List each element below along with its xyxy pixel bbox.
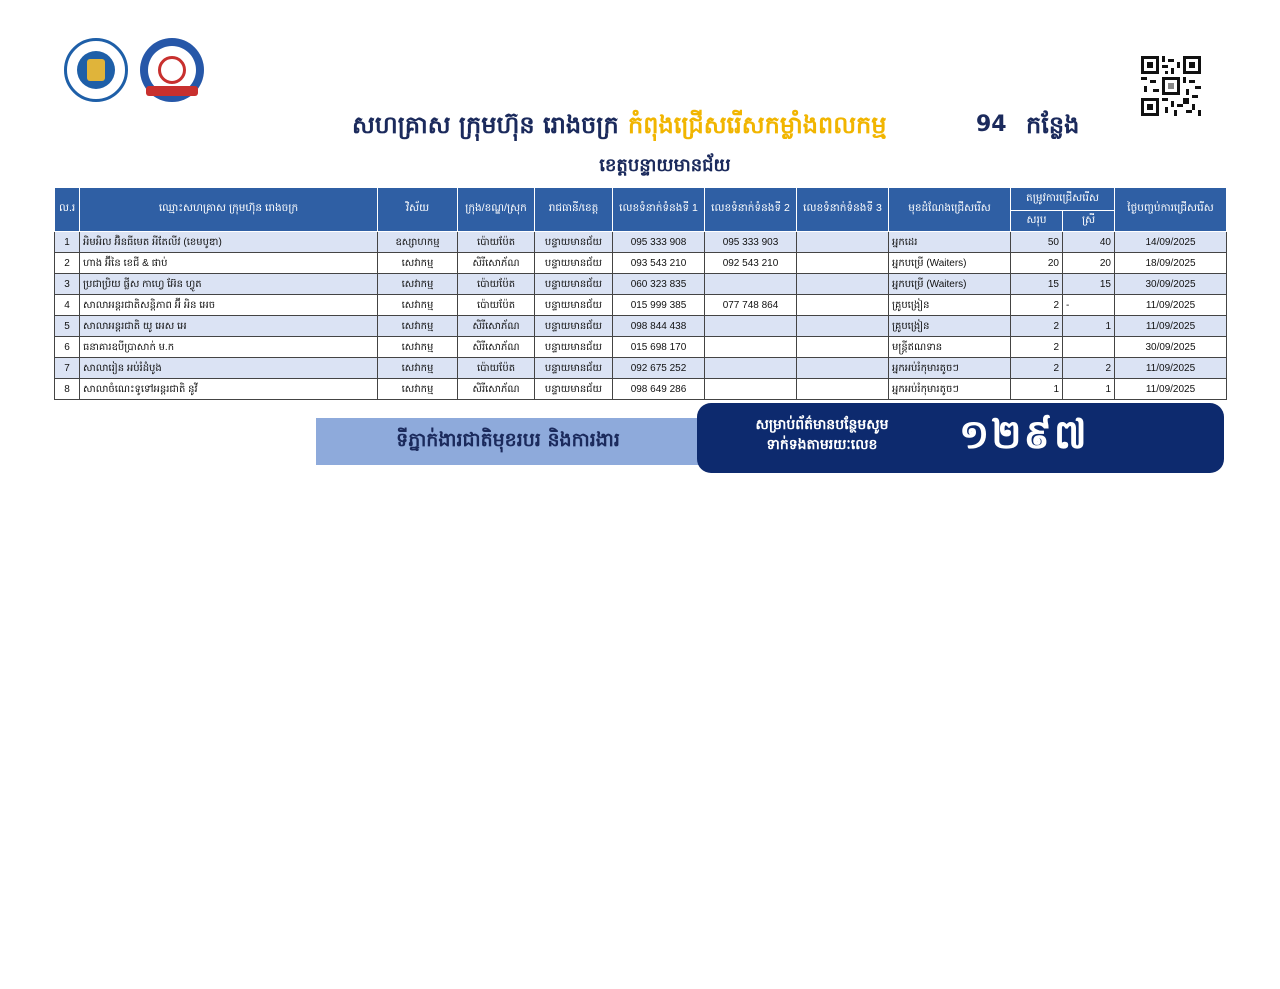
cell-female: 15	[1063, 274, 1115, 295]
header-phone3: លេខទំនាក់ទំនងទី 3	[797, 188, 889, 232]
cell-name: សាលាអន្តរជាតិសន្តិភាព អ៊ី អិន អេច	[80, 295, 378, 316]
hotline-info-line1: សម្រាប់ព័ត៌មានបន្ថែមសូម	[755, 417, 889, 433]
positions-count: 94	[976, 112, 1007, 137]
cell-district: សិរីសោភ័ណ	[458, 316, 535, 337]
cell-phone3	[797, 295, 889, 316]
header-district: ក្រុង/ខណ្ឌ/ស្រុក	[458, 188, 535, 232]
cell-sector: សេវាកម្ម	[378, 295, 458, 316]
cell-phone3	[797, 379, 889, 400]
cell-no: 3	[55, 274, 80, 295]
header-female: ស្រី	[1063, 211, 1115, 232]
header-position: មុខដំណែងជ្រើសរើស	[889, 188, 1011, 232]
cell-sector: សេវាកម្ម	[378, 358, 458, 379]
cell-no: 4	[55, 295, 80, 316]
cell-phone3	[797, 274, 889, 295]
cell-phone1: 098 844 438	[613, 316, 705, 337]
cell-name: ធនាគារឧបីប្រាសាក់ ម.ក	[80, 337, 378, 358]
cell-phone2	[705, 379, 797, 400]
header-sector: វិស័យ	[378, 188, 458, 232]
qr-code-icon	[1141, 56, 1201, 116]
cell-sector: ឧស្សាហកម្ម	[378, 232, 458, 253]
cell-female: 1	[1063, 379, 1115, 400]
nea-logo-icon	[140, 38, 204, 102]
cell-female: 20	[1063, 253, 1115, 274]
cell-phone1: 095 333 908	[613, 232, 705, 253]
header-phone1: លេខទំនាក់ទំនងទី 1	[613, 188, 705, 232]
hotline-banner	[697, 403, 1224, 473]
cell-district: សិរីសោភ័ណ	[458, 379, 535, 400]
cell-name: ហាង អ៊ីនៃ ខេជី & ផាប់	[80, 253, 378, 274]
cell-deadline: 11/09/2025	[1115, 295, 1227, 316]
cell-phone2	[705, 316, 797, 337]
cell-deadline: 11/09/2025	[1115, 358, 1227, 379]
cell-female: -	[1063, 295, 1115, 316]
cell-district: សិរីសោភ័ណ	[458, 253, 535, 274]
cell-phone3	[797, 232, 889, 253]
cell-deadline: 11/09/2025	[1115, 379, 1227, 400]
cell-position: អ្នកបម្រើ (Waiters)	[889, 253, 1011, 274]
company-type-label: សហគ្រាស ក្រុមហ៊ុន រោងចក្រ	[352, 111, 619, 139]
cell-total: 2	[1011, 295, 1063, 316]
cell-no: 7	[55, 358, 80, 379]
job-vacancy-table	[54, 187, 1227, 400]
header-total: សរុប	[1011, 211, 1063, 232]
cell-phone1: 015 698 170	[613, 337, 705, 358]
positions-unit: កន្លែង	[1026, 111, 1080, 139]
hotline-info-line2: ទាក់ទងតាមរយៈលេខ	[766, 437, 878, 453]
table-row	[55, 253, 1227, 274]
cell-province: បន្ទាយមានជ័យ	[535, 295, 613, 316]
cell-sector: សេវាកម្ម	[378, 316, 458, 337]
cell-name: ប្រជាប្រិយ ផ្លីស កាហ្វេ អ៊ែន ហ្វូត	[80, 274, 378, 295]
cell-province: បន្ទាយមានជ័យ	[535, 316, 613, 337]
header-name: ឈ្មោះសហគ្រាស ក្រុមហ៊ុន រោងចក្រ	[80, 188, 378, 232]
cell-female: 2	[1063, 358, 1115, 379]
cell-no: 6	[55, 337, 80, 358]
cell-phone1: 015 999 385	[613, 295, 705, 316]
recruiting-label: កំពុងជ្រើសរើសកម្លាំងពលកម្ម	[628, 111, 887, 139]
cell-name: សាលាអន្តរជាតិ យូ អេស អេ	[80, 316, 378, 337]
table-row	[55, 316, 1227, 337]
cell-sector: សេវាកម្ម	[378, 379, 458, 400]
cell-phone3	[797, 253, 889, 274]
cell-district: សិរីសោភ័ណ	[458, 337, 535, 358]
page-title	[0, 108, 1280, 144]
table-row	[55, 274, 1227, 295]
header-deadline: ថ្ងៃបញ្ចប់ការជ្រើសរើស	[1115, 188, 1227, 232]
hotline-info	[737, 415, 907, 455]
cell-phone1: 093 543 210	[613, 253, 705, 274]
cell-district: ប៉ោយប៉ែត	[458, 274, 535, 295]
cell-name: អិមអិល អ៊ិនធីមេត អីតែលីវ (ខេមបូឌា)	[80, 232, 378, 253]
cell-province: បន្ទាយមានជ័យ	[535, 337, 613, 358]
cell-phone2: 077 748 864	[705, 295, 797, 316]
table-row	[55, 295, 1227, 316]
cell-phone3	[797, 337, 889, 358]
cell-district: ប៉ោយប៉ែត	[458, 295, 535, 316]
cell-total: 2	[1011, 337, 1063, 358]
cell-female	[1063, 337, 1115, 358]
cell-phone2	[705, 274, 797, 295]
cell-name: សាលារៀន អប់រំដំបូង	[80, 358, 378, 379]
cell-deadline: 14/09/2025	[1115, 232, 1227, 253]
cell-position: មន្ត្រីឥណទាន	[889, 337, 1011, 358]
header-phone2: លេខទំនាក់ទំនងទី 2	[705, 188, 797, 232]
cell-phone3	[797, 316, 889, 337]
cell-province: បន្ទាយមានជ័យ	[535, 253, 613, 274]
cell-phone1: 092 675 252	[613, 358, 705, 379]
cell-phone2	[705, 337, 797, 358]
cell-position: គ្រូបង្រៀន	[889, 316, 1011, 337]
table-row	[55, 358, 1227, 379]
cell-province: បន្ទាយមានជ័យ	[535, 379, 613, 400]
cell-no: 8	[55, 379, 80, 400]
cell-district: ប៉ោយប៉ែត	[458, 232, 535, 253]
cell-total: 15	[1011, 274, 1063, 295]
hotline-number: ១២៩៧	[959, 412, 1089, 458]
cell-deadline: 11/09/2025	[1115, 316, 1227, 337]
cell-phone3	[797, 358, 889, 379]
cell-female: 40	[1063, 232, 1115, 253]
table-row	[55, 379, 1227, 400]
cell-sector: សេវាកម្ម	[378, 253, 458, 274]
cell-sector: សេវាកម្ម	[378, 337, 458, 358]
agency-banner: ទីភ្នាក់ងារជាតិមុខរបរ និងការងារ	[316, 418, 700, 465]
table-row	[55, 232, 1227, 253]
cell-position: គ្រូបង្រៀន	[889, 295, 1011, 316]
cell-province: បន្ទាយមានជ័យ	[535, 358, 613, 379]
cell-deadline: 30/09/2025	[1115, 274, 1227, 295]
cell-position: អ្នកអប់រំកុមារតូចៗ	[889, 358, 1011, 379]
cell-phone2: 092 543 210	[705, 253, 797, 274]
cell-total: 2	[1011, 358, 1063, 379]
cell-no: 2	[55, 253, 80, 274]
cell-no: 5	[55, 316, 80, 337]
ministry-logo-icon	[64, 38, 128, 102]
cell-total: 1	[1011, 379, 1063, 400]
cell-position: អ្នកបម្រើ (Waiters)	[889, 274, 1011, 295]
cell-province: បន្ទាយមានជ័យ	[535, 274, 613, 295]
cell-phone2	[705, 358, 797, 379]
header-no: ល.រ	[55, 188, 80, 232]
cell-phone1: 060 323 835	[613, 274, 705, 295]
cell-district: ប៉ោយប៉ែត	[458, 358, 535, 379]
cell-position: អ្នកអប់រំកុមារតូចៗ	[889, 379, 1011, 400]
cell-no: 1	[55, 232, 80, 253]
cell-female: 1	[1063, 316, 1115, 337]
header-demand: តម្រូវការជ្រើសរើស	[1011, 188, 1115, 211]
cell-name: សាលាចំណេះទូទៅអន្តរជាតិ នូវី	[80, 379, 378, 400]
header-province: រាជធានី/ខេត្ត	[535, 188, 613, 232]
province-subtitle: ខេត្តបន្ទាយមានជ័យ	[599, 155, 731, 176]
cell-province: បន្ទាយមានជ័យ	[535, 232, 613, 253]
cell-sector: សេវាកម្ម	[378, 274, 458, 295]
cell-deadline: 30/09/2025	[1115, 337, 1227, 358]
cell-total: 2	[1011, 316, 1063, 337]
cell-phone2: 095 333 903	[705, 232, 797, 253]
cell-deadline: 18/09/2025	[1115, 253, 1227, 274]
cell-position: អ្នកដេរ	[889, 232, 1011, 253]
cell-phone1: 098 649 286	[613, 379, 705, 400]
cell-total: 50	[1011, 232, 1063, 253]
table-row	[55, 337, 1227, 358]
cell-total: 20	[1011, 253, 1063, 274]
